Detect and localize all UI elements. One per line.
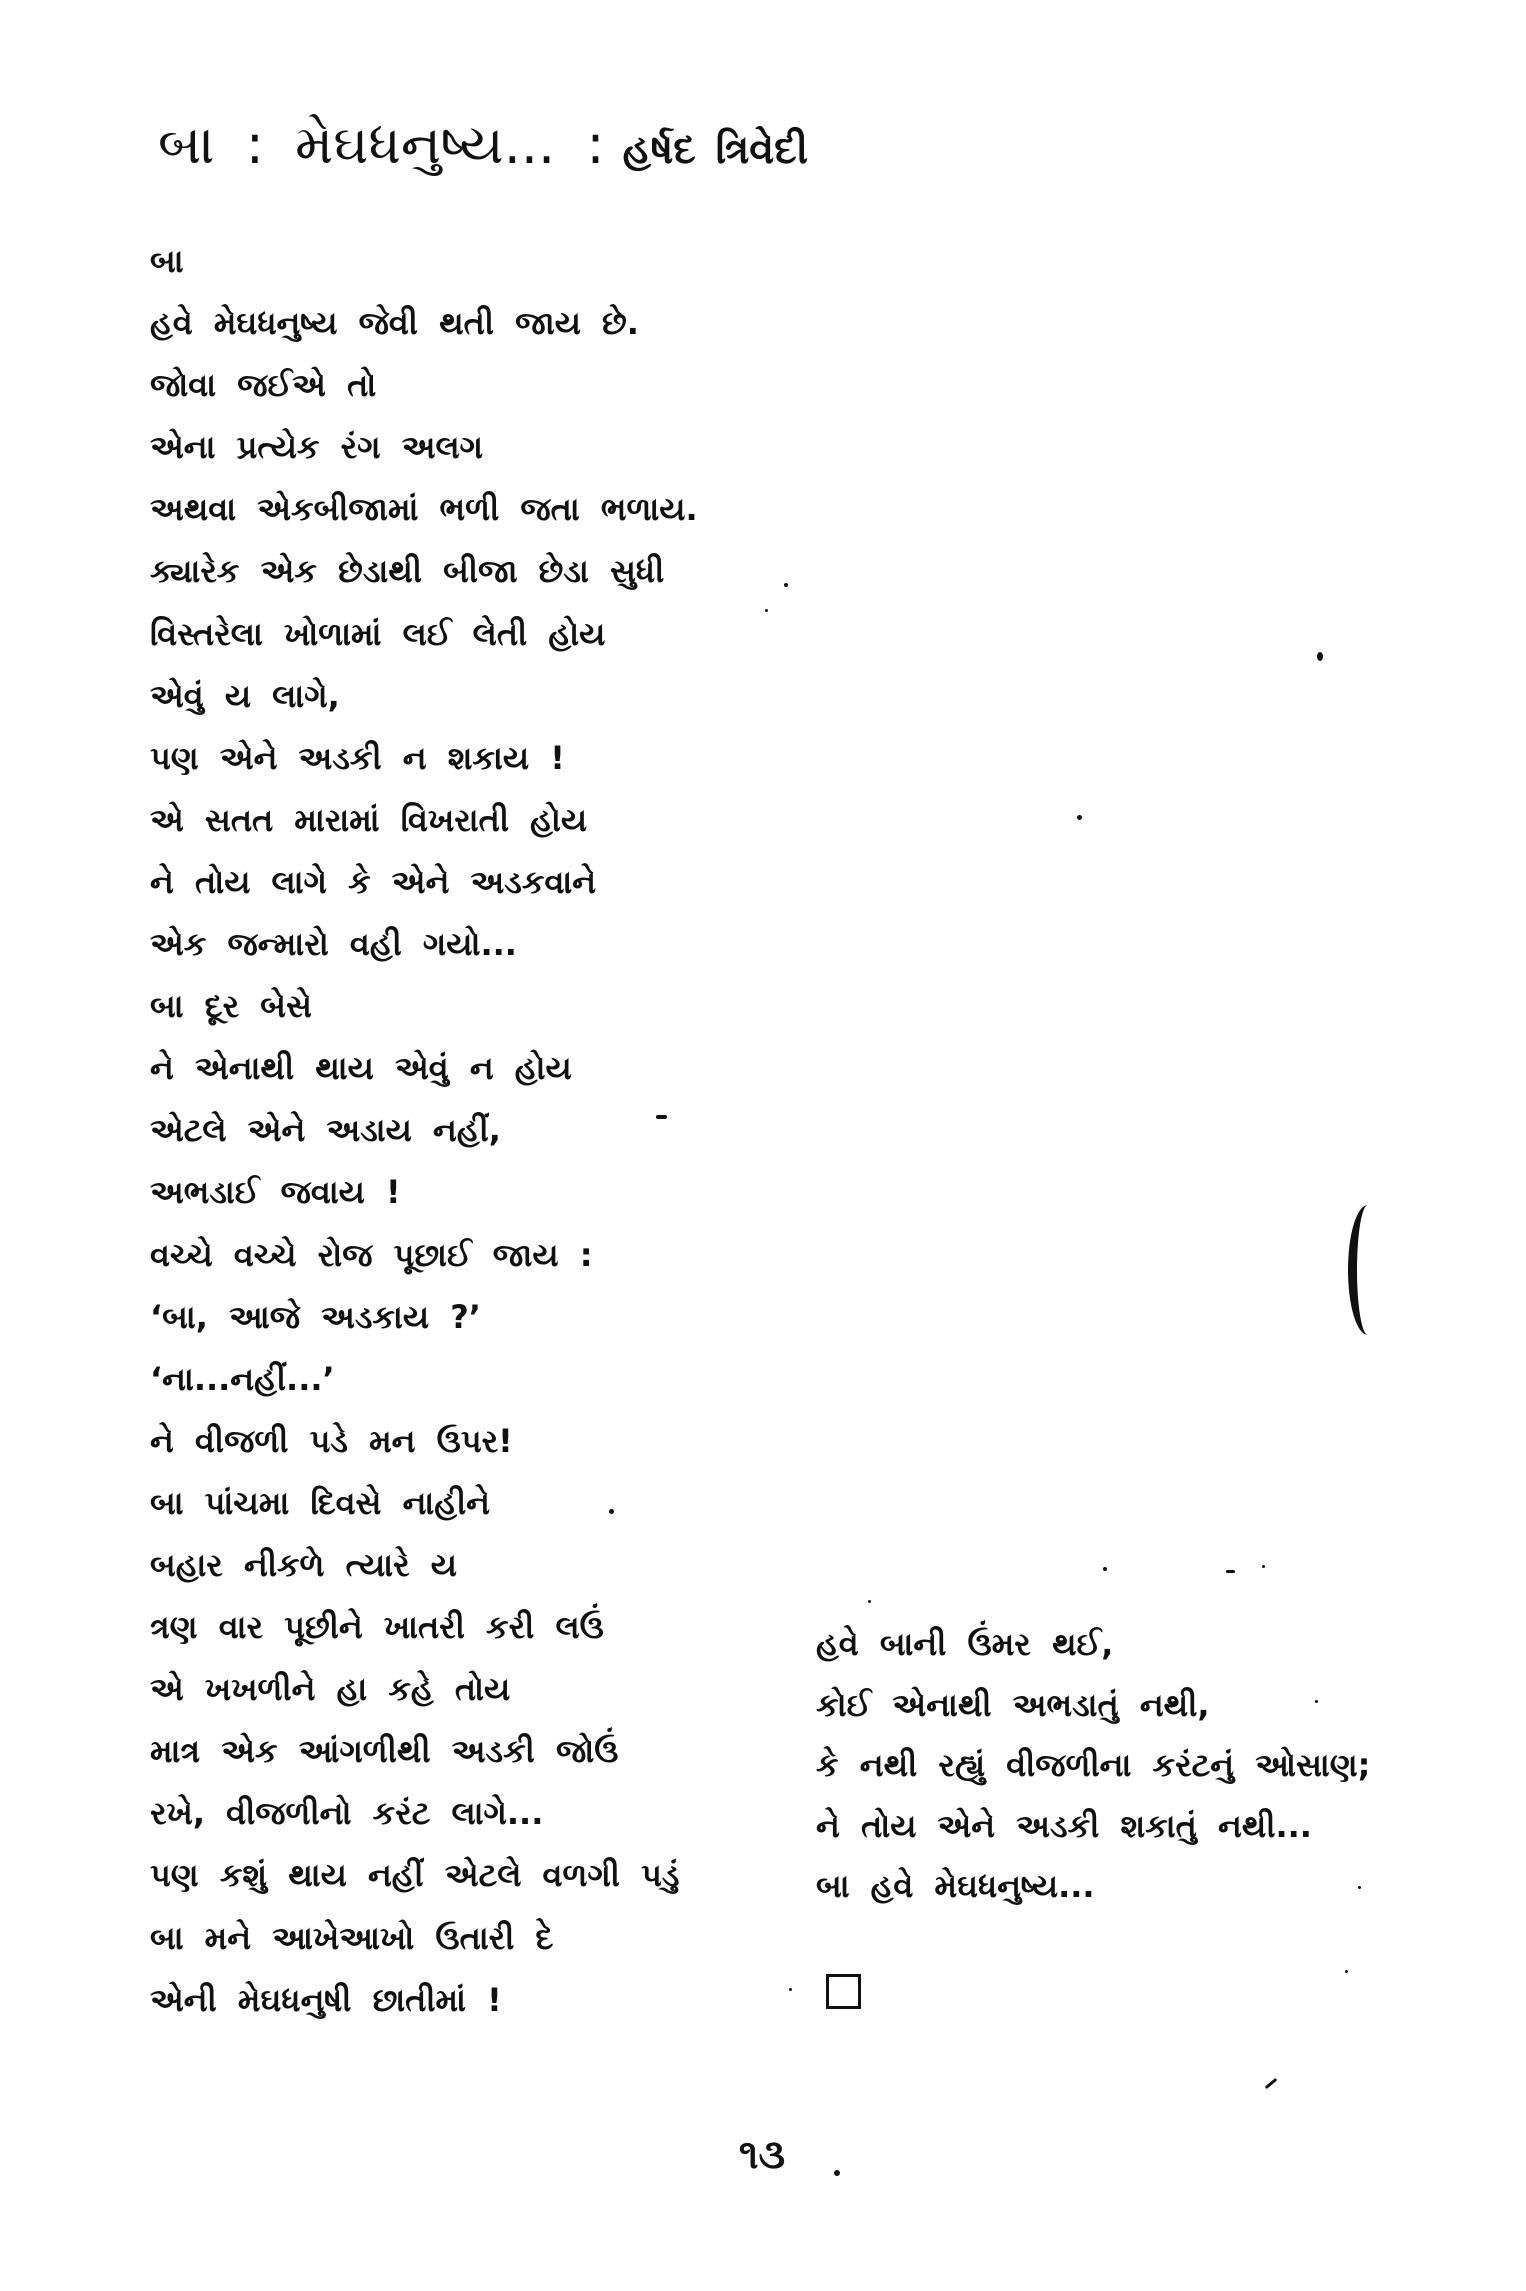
poem-line-right-4: ને તોય એને અડકી શકાતું નથી... — [816, 1806, 1312, 1845]
poem-line-left-22: બહાર નીકળે ત્યારે ય — [150, 1545, 457, 1584]
scan-speck — [868, 1600, 871, 1603]
poem-line-left-13: બા દૂર બેસે — [150, 987, 312, 1026]
scan-speck — [1358, 1886, 1361, 1889]
poem-line-left-9: પણ એને અડકી ન શકાય ! — [150, 738, 565, 777]
scan-speck — [1262, 1565, 1265, 1568]
poem-title: બા : મેઘધનુષ્ય... : — [158, 113, 605, 176]
poem-line-left-3: જોવા જઈએ તો — [150, 366, 377, 405]
scan-speck — [789, 1988, 792, 1991]
page-number: ૧૩ — [738, 2132, 786, 2178]
poem-line-right-5: બા હવે મેઘધનુષ્ય... — [816, 1867, 1095, 1906]
scan-speck — [1077, 815, 1082, 820]
poem-line-left-12: એક જન્મારો વહી ગયો... — [150, 925, 517, 964]
scan-speck — [784, 583, 788, 587]
end-mark-icon — [826, 1974, 861, 2009]
poem-line-left-10: એ સતત મારામાં વિખરાતી હોય — [150, 800, 588, 839]
scan-speck — [834, 2170, 840, 2176]
poem-line-left-5: અથવા એકબીજામાં ભળી જતા ભળાય. — [150, 490, 698, 529]
poem-line-left-24: એ ખખળીને હા કહે તોય — [150, 1670, 511, 1709]
scan-speck — [609, 1509, 614, 1514]
poem-heading — [158, 108, 808, 182]
poem-line-left-29: એની મેઘધનુષી છાતીમાં ! — [150, 1980, 502, 2019]
scan-speck — [656, 1115, 667, 1119]
scan-speck — [1103, 1567, 1107, 1571]
poem-line-left-14: ને એનાથી થાય એવું ન હોય — [150, 1049, 572, 1088]
poem-line-left-25: માત્ર એક આંગળીથી અડકી જોઉં — [150, 1732, 619, 1771]
poem-line-left-20: ને વીજળી પડે મન ઉપર! — [150, 1421, 513, 1460]
poem-line-left-1: બા — [150, 242, 184, 280]
poem-column-right — [816, 1614, 1496, 1917]
poem-column-left — [150, 230, 790, 2031]
poem-line-left-23: ત્રણ વાર પૂછીને ખાતરી કરી લઉં — [150, 1608, 604, 1647]
poem-line-right-1: હવે બાની ઉંમર થઈ, — [816, 1625, 1114, 1663]
poem-line-left-17: વચ્ચે વચ્ચે રોજ પૂછાઈ જાય : — [150, 1235, 593, 1274]
poem-line-left-7: વિસ્તરેલા ખોળામાં લઈ લેતી હોય — [150, 614, 606, 653]
scan-curve-mark — [1348, 1205, 1381, 1335]
poem-line-left-11: ને તોય લાગે કે એને અડકવાને — [150, 862, 597, 901]
poem-line-right-3: કે નથી રહ્યું વીજળીના કરંટનું ઓસાણ; — [816, 1746, 1371, 1785]
poem-line-left-19: ‘ના...નહીં...’ — [150, 1359, 335, 1398]
poem-line-left-6: ક્યારેક એક છેડાથી બીજા છેડા સુધી — [150, 552, 665, 591]
scan-speck — [1226, 1570, 1235, 1573]
poem-line-left-4: એના પ્રત્યેક રંગ અલગ — [150, 428, 484, 467]
poem-line-left-27: પણ કશું થાય નહીં એટલે વળગી પડું — [150, 1856, 680, 1895]
poem-line-left-18: ‘બા, આજે અડકાય ?’ — [150, 1297, 481, 1336]
poem-author: હર્ષદ ત્રિવેદી — [622, 127, 809, 173]
poem-line-left-28: બા મને આખેઆખો ઉતારી દે — [150, 1918, 554, 1957]
poem-line-left-2: હવે મેઘધનુષ્ય જેવી થતી જાય છે. — [150, 304, 639, 343]
poem-line-left-21: બા પાંચમા દિવસે નાહીને — [150, 1483, 490, 1522]
scan-speck — [1315, 1700, 1318, 1703]
poem-line-left-8: એવું ય લાગે, — [150, 676, 340, 715]
scan-speck — [1265, 2078, 1278, 2089]
poem-line-left-26: રખે, વીજળીનો કરંટ લાગે... — [150, 1794, 544, 1833]
poem-line-left-16: અભડાઈ જવાય ! — [150, 1173, 401, 1212]
scan-speck — [1317, 652, 1323, 661]
scan-speck — [765, 609, 768, 612]
poem-line-right-2: કોઈ એનાથી અભડાતું નથી, — [816, 1685, 1210, 1724]
scan-speck — [1345, 1970, 1348, 1973]
poem-line-left-15: એટલે એને અડાય નહીં, — [150, 1111, 501, 1150]
